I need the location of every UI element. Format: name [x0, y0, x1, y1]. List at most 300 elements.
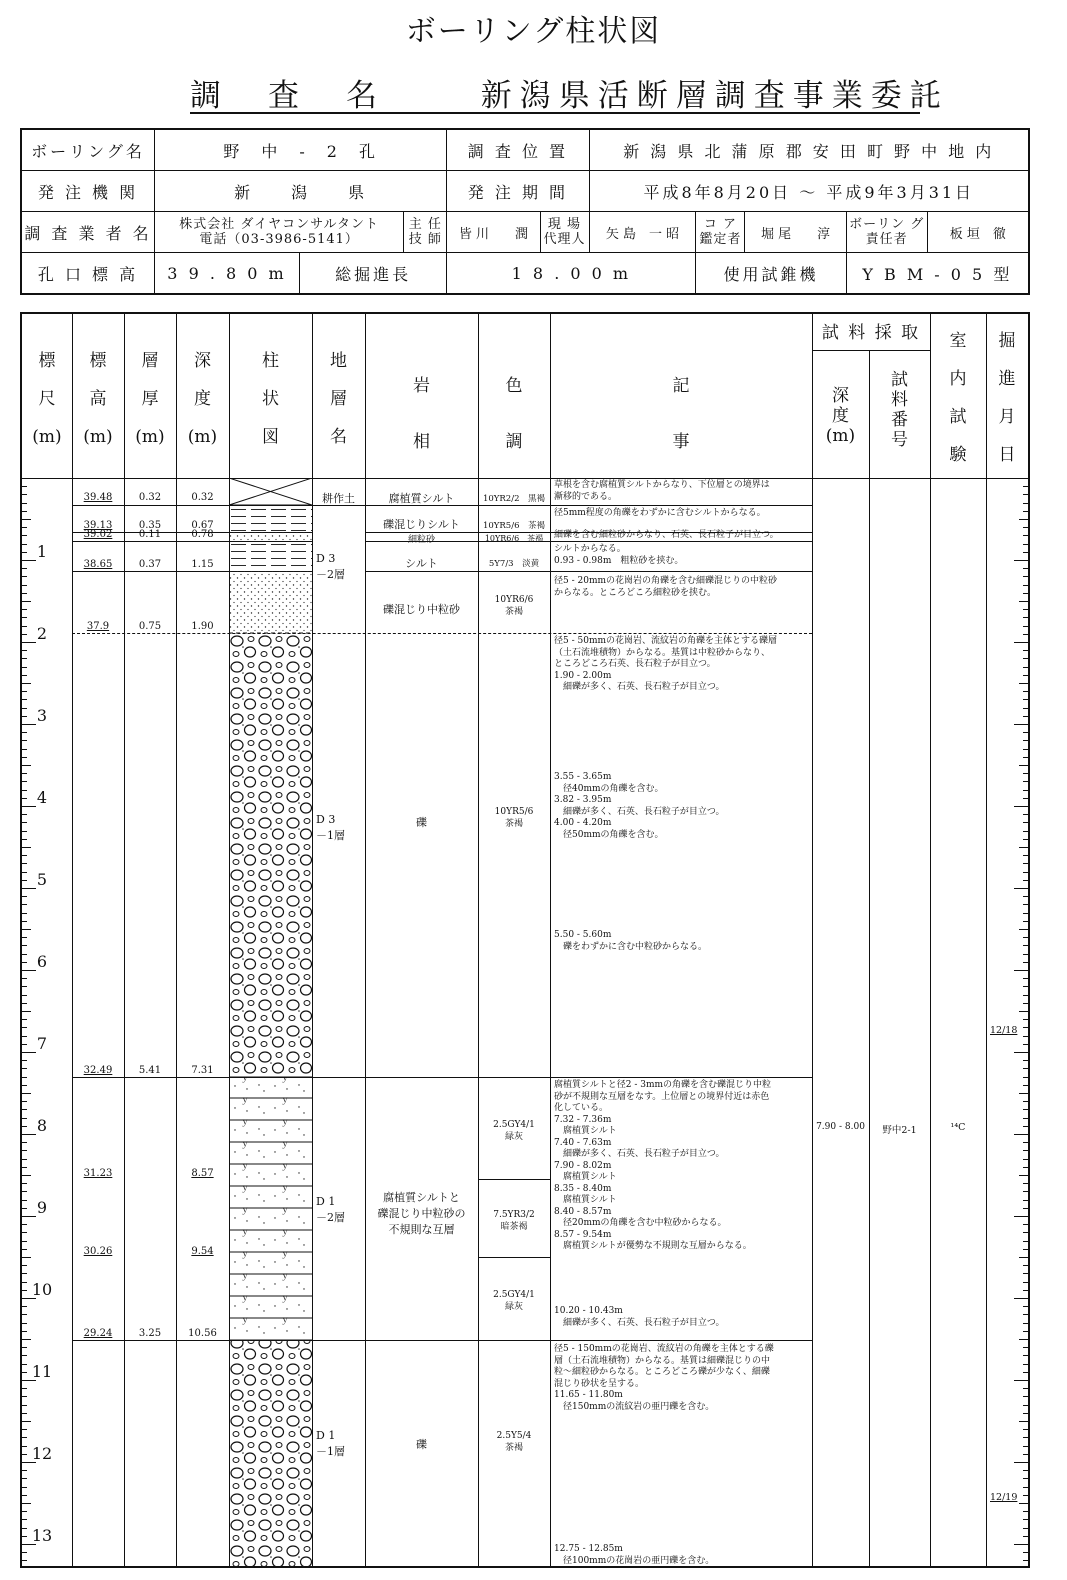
- scale-tick: [22, 1011, 31, 1012]
- scale-tick: [22, 1068, 27, 1069]
- progress-tick: [1023, 732, 1028, 733]
- progress-tick: [1023, 1224, 1028, 1225]
- progress-tick: [1023, 1470, 1028, 1471]
- scale-tick: [22, 1257, 31, 1258]
- note: 5.50 - 5.60m 礫をわずかに含む中粒砂からなる。: [554, 930, 708, 952]
- progress-tick: [1019, 601, 1028, 602]
- progress-tick: [1023, 1372, 1028, 1373]
- progress-tick: [1023, 535, 1028, 536]
- scale-tick: [22, 1364, 27, 1365]
- scale-tick: [22, 1405, 27, 1406]
- scale-tick: [22, 527, 27, 528]
- elev-value: 30.26: [83, 1246, 113, 1257]
- progress-tick: [1023, 626, 1028, 627]
- scale-tick: [22, 609, 27, 610]
- depth-value: 0.67: [191, 520, 214, 531]
- scale-tick: [22, 691, 27, 692]
- col-thick: 層 厚 (m): [135, 351, 165, 447]
- scale-tick: [22, 839, 27, 840]
- progress-tick: [1023, 503, 1028, 504]
- lithology: 礫混じり中粒砂: [383, 603, 460, 616]
- scale-tick: [22, 511, 27, 512]
- progress-tick: [1023, 740, 1028, 741]
- elev-value: 38.65: [83, 559, 113, 570]
- progress-tick: [1019, 1175, 1028, 1176]
- scale-tick: [22, 1323, 27, 1324]
- elev-value: 37.9: [86, 621, 110, 632]
- scale-tick: [22, 1126, 27, 1127]
- progress-tick: [1023, 1495, 1028, 1496]
- scale-tick: [22, 888, 36, 889]
- col-formation: 地 層 名: [330, 351, 347, 447]
- scale-tick: [22, 1200, 27, 1201]
- progress-tick: [1019, 929, 1028, 930]
- scale-tick: [22, 1101, 27, 1102]
- scale-num: 4: [36, 788, 48, 807]
- core: 堀 尾 淳: [745, 212, 846, 253]
- scale-tick: [22, 740, 27, 741]
- scale-tick: [22, 773, 27, 774]
- col-scale: 標 尺 (m): [32, 351, 62, 447]
- scale-tick: [22, 1216, 36, 1217]
- scale-tick: [22, 945, 27, 946]
- thick-value: 5.41: [138, 1065, 162, 1076]
- scale-tick: [22, 1511, 27, 1512]
- note: シルトからなる。 0.93 - 0.98m 粗粒砂を挟む。: [554, 544, 684, 566]
- progress-tick: [1023, 658, 1028, 659]
- progress-tick: [1023, 568, 1028, 569]
- survey-label: 調 査 名: [190, 78, 385, 114]
- progress-tick: [1023, 708, 1028, 709]
- col-progress: 掘 進 月 日: [998, 331, 1016, 465]
- scale-tick: [22, 675, 27, 676]
- scale-tick: [22, 1134, 36, 1135]
- scale-tick: [22, 798, 27, 799]
- progress-tick: [1023, 1306, 1028, 1307]
- color-tone: 5Y7/3 淡黄: [488, 559, 540, 569]
- color-tone: 2.5Y5/4 茶褐: [496, 1431, 532, 1453]
- elev-value: 39.48: [83, 492, 113, 503]
- progress-tick: [1023, 527, 1028, 528]
- formation: D 3 －2層: [316, 552, 345, 581]
- col-sample-depth: 深 度 (m): [825, 386, 856, 446]
- scale-tick: [22, 1044, 27, 1045]
- scale-tick: [22, 1118, 27, 1119]
- scale-tick: [22, 593, 27, 594]
- progress-tick: [1023, 855, 1028, 856]
- progress-tick: [1023, 494, 1028, 495]
- progress-tick: [1023, 822, 1028, 823]
- scale-tick: [22, 1224, 27, 1225]
- progress-tick: [1023, 552, 1028, 553]
- progress-tick: [1023, 1528, 1028, 1529]
- scale-tick: [22, 1208, 27, 1209]
- scale-tick: [22, 1159, 27, 1160]
- progress-tick: [1023, 1396, 1028, 1397]
- progress-tick: [1023, 1331, 1028, 1332]
- color-tone: 10YR6/6 茶褐: [494, 595, 534, 617]
- progress-tick: [1019, 519, 1028, 520]
- scale-num: 6: [36, 952, 48, 971]
- progress-tick: [1023, 831, 1028, 832]
- total: 1 8 . 0 0 m: [447, 253, 696, 295]
- columnar-section: [229, 478, 312, 1570]
- note: 細礫を含む細粒砂からなり、石英、長石粒子が目立つ。: [554, 530, 779, 540]
- color-tone: 10YR6/6 茶褐: [484, 534, 544, 543]
- scale-tick: [22, 1380, 36, 1381]
- elevation: 3 9 . 8 0 m: [155, 253, 300, 295]
- site-agent-label: 現 場 代理人: [540, 212, 589, 253]
- progress-tick: [1023, 617, 1028, 618]
- contractor-label: 調 査 業 者 名: [21, 212, 155, 253]
- scale-tick: [22, 1109, 27, 1110]
- progress-tick: [1014, 888, 1028, 889]
- scale-tick: [22, 896, 27, 897]
- scale-tick: [22, 921, 27, 922]
- progress-tick: [1023, 896, 1028, 897]
- scale-tick: [22, 1036, 27, 1037]
- progress-tick: [1023, 1241, 1028, 1242]
- sample-depth: 7.90 - 8.00: [816, 1122, 865, 1132]
- col-notes: 記 事: [672, 376, 690, 452]
- thick-value: 0.32: [138, 492, 162, 503]
- note: 腐植質シルトと径2 - 3mmの角礫を含む礫混じり中粒 砂が不規則な互層をなす。上位層との境界付近は赤色 化している。 7.32 - 7.36m 腐植質シルト 7.40 - 7.63m 細礫が多く、石英、長石粒子が目立つ。 7.90 - 8.02m 腐植質シルト 8.35 - 8.40m 腐植質シルト 8.40 - 8.57m 径20mmの角礫を含む中粒砂からなる。 8.57 - 9.54m 腐植質シルトが優勢な不規則な互層からなる。: [554, 1080, 772, 1251]
- progress-tick: [1019, 847, 1028, 848]
- col-lithology: 岩 相: [413, 376, 430, 452]
- scale-tick: [22, 1528, 27, 1529]
- progress-tick: [1023, 1027, 1028, 1028]
- progress-tick: [1023, 1405, 1028, 1406]
- elev-value: 39.13: [83, 520, 113, 531]
- scale-tick: [22, 568, 27, 569]
- col-column: 柱 状 図: [262, 351, 279, 447]
- scale-num: 12: [31, 1444, 53, 1463]
- lithology: 礫: [416, 816, 427, 829]
- thick-value: 0.37: [138, 559, 162, 570]
- progress-tick: [1023, 1191, 1028, 1192]
- scale-tick: [22, 634, 27, 635]
- location-label: 調 査 位 置: [447, 129, 589, 171]
- scale-tick: [22, 1003, 27, 1004]
- progress-tick: [1023, 650, 1028, 651]
- scale-tick: [22, 1487, 27, 1488]
- progress-tick: [1023, 486, 1028, 487]
- note: 径5 - 20mmの花崗岩の角礫を含む細礫混じりの中粒砂 からなる。ところどころ細粒砂を挟む。: [554, 576, 778, 598]
- scale-num: 2: [36, 624, 48, 643]
- scale-tick: [22, 831, 27, 832]
- machine-label: 使用試錐機: [696, 253, 846, 295]
- scale-tick: [22, 929, 31, 930]
- progress-tick: [1023, 1355, 1028, 1356]
- scale-tick: [22, 486, 27, 487]
- progress-tick: [1023, 995, 1028, 996]
- scale-tick: [22, 847, 31, 848]
- scale-tick: [22, 1478, 27, 1479]
- scale-num: 11: [31, 1362, 53, 1381]
- scale-tick: [22, 1093, 31, 1094]
- progress-tick: [1023, 880, 1028, 881]
- depth-value: 7.31: [191, 1065, 214, 1076]
- scale-tick: [22, 863, 27, 864]
- progress-tick: [1023, 945, 1028, 946]
- progress-tick: [1023, 913, 1028, 914]
- scale-tick: [22, 806, 36, 807]
- scale-tick: [22, 650, 27, 651]
- progress-tick: [1023, 863, 1028, 864]
- period: 平成8年8月20日 ～ 平成9年3月31日: [589, 171, 1029, 212]
- formation: D 1 －1層: [316, 1429, 345, 1458]
- thick-value: 0.75: [138, 621, 162, 632]
- progress-tick: [1014, 970, 1028, 971]
- scale-tick: [22, 1167, 27, 1168]
- progress-tick: [1023, 1118, 1028, 1119]
- progress-date: 12/18: [990, 1025, 1018, 1036]
- progress-tick: [1023, 699, 1028, 700]
- scale-tick: [22, 1150, 27, 1151]
- boring-mgr-label: ボーリン グ責任者: [846, 212, 927, 253]
- scale-tick: [22, 585, 27, 586]
- progress-tick: [1019, 765, 1028, 766]
- progress-tick: [1023, 798, 1028, 799]
- color-tone: 10YR2/2 黒褐: [482, 494, 545, 504]
- scale-tick: [22, 1503, 31, 1504]
- survey-value: 新潟県活断層調査事業委託: [480, 78, 949, 114]
- note: 径5 - 150mmの花崗岩、流紋岩の角礫を主体とする礫 層（土石流堆積物）からなる。基質は細礫混じりの中 粒～細粒砂からなる。ところどころ礫が少なく、細礫 混じり砂状を呈する。 11.65 - 11.80m 径150mmの流紋岩の亜円礫を含む。: [554, 1344, 774, 1412]
- scale-tick: [22, 855, 27, 856]
- progress-tick: [1014, 1052, 1028, 1053]
- core-label: コ ア 鑑定者: [696, 212, 745, 253]
- note: 径5mm程度の角礫をわずかに含むシルトからなる。: [554, 508, 766, 518]
- scale-tick: [22, 1175, 31, 1176]
- progress-tick: [1023, 667, 1028, 668]
- progress-tick: [1023, 1519, 1028, 1520]
- color-tone: 10YR5/6 茶褐: [482, 521, 545, 531]
- scale-tick: [22, 1396, 27, 1397]
- scale-tick: [22, 1306, 27, 1307]
- scale-tick: [22, 1085, 27, 1086]
- lithology: 礫: [416, 1438, 427, 1451]
- progress-tick: [1023, 1323, 1028, 1324]
- note: 3.55 - 3.65m 径40mmの角礫を含む。 3.82 - 3.95m 細礫が多く、石英、長石粒子が目立つ。 4.00 - 4.20m 径50mmの角礫を含む。: [554, 772, 725, 840]
- scale-tick: [22, 1241, 27, 1242]
- progress-tick: [1023, 1142, 1028, 1143]
- contractor-tel: 電話（03-3986-5141）: [199, 232, 359, 247]
- scale-tick: [22, 1347, 27, 1348]
- header-table: [20, 128, 1030, 295]
- scale-tick: [22, 1331, 27, 1332]
- scale-tick: [22, 1372, 27, 1373]
- progress-tick: [1023, 1314, 1028, 1315]
- lithology: 礫混じりシルト: [383, 518, 460, 531]
- progress-tick: [1023, 1429, 1028, 1430]
- client-label: 発 注 機 関: [21, 171, 155, 212]
- scale-tick: [22, 1536, 27, 1537]
- progress-tick: [1014, 1298, 1028, 1299]
- depth-value: 9.54: [191, 1246, 214, 1257]
- progress-tick: [1014, 642, 1028, 643]
- scale-tick: [22, 1142, 27, 1143]
- progress-tick: [1023, 904, 1028, 905]
- scale-tick: [22, 1265, 27, 1266]
- progress-tick: [1014, 1462, 1028, 1463]
- scale-tick: [22, 1519, 27, 1520]
- progress-tick: [1023, 839, 1028, 840]
- scale-tick: [22, 962, 27, 963]
- progress-tick: [1023, 1364, 1028, 1365]
- scale-tick: [22, 970, 36, 971]
- scale-tick: [22, 658, 27, 659]
- scale-tick: [22, 1470, 27, 1471]
- progress-tick: [1019, 1093, 1028, 1094]
- chief: 皆 川 潤: [447, 212, 540, 253]
- scale-tick: [22, 995, 27, 996]
- scale-tick: [22, 814, 27, 815]
- progress-tick: [1019, 1339, 1028, 1340]
- progress-tick: [1023, 790, 1028, 791]
- progress-tick: [1019, 1421, 1028, 1422]
- depth-value: 1.90: [191, 621, 214, 632]
- progress-tick: [1023, 757, 1028, 758]
- progress-tick: [1023, 986, 1028, 987]
- scale-tick: [22, 1191, 27, 1192]
- progress-tick: [1023, 585, 1028, 586]
- progress-tick: [1023, 593, 1028, 594]
- progress-tick: [1023, 954, 1028, 955]
- scale-num: 3: [36, 706, 48, 725]
- scale-tick: [22, 1232, 27, 1233]
- scale-tick: [22, 1388, 27, 1389]
- progress-tick: [1023, 1183, 1028, 1184]
- progress-tick: [1023, 1167, 1028, 1168]
- progress-tick: [1023, 609, 1028, 610]
- col-elev: 標 高 (m): [83, 351, 113, 447]
- col-lab: 室 内 試 験: [949, 331, 967, 465]
- scale-tick: [22, 781, 27, 782]
- formation: D 3 －1層: [316, 813, 345, 842]
- scale-tick: [22, 544, 27, 545]
- progress-tick: [1023, 1159, 1028, 1160]
- color-tone: 2.5GY4/1 緑灰: [493, 1290, 535, 1312]
- progress-tick: [1023, 1511, 1028, 1512]
- scale-tick: [22, 560, 36, 561]
- scale-tick: [22, 642, 36, 643]
- color-tone: 10YR5/6 茶褐: [494, 807, 534, 829]
- progress-tick: [1023, 576, 1028, 577]
- color-tone: 7.5YR3/2 暗茶褐: [493, 1210, 535, 1232]
- scale-num: 9: [36, 1198, 48, 1217]
- col-depth: 深 度 (m): [187, 351, 218, 447]
- progress-tick: [1023, 1200, 1028, 1201]
- progress-tick: [1023, 1282, 1028, 1283]
- depth-value: 10.56: [188, 1328, 217, 1339]
- progress-tick: [1023, 1413, 1028, 1414]
- progress-tick: [1023, 1290, 1028, 1291]
- scale-tick: [22, 978, 27, 979]
- depth-value: 8.57: [191, 1168, 214, 1179]
- note: 12.75 - 12.85m 径100mmの花崗岩の亜円礫を含む。: [554, 1544, 715, 1566]
- progress-tick: [1023, 937, 1028, 938]
- elev-value: 32.49: [83, 1065, 113, 1076]
- chief-label: 主 任 技 師: [404, 212, 447, 253]
- scale-tick: [22, 1446, 27, 1447]
- scale-tick: [22, 503, 27, 504]
- progress-tick: [1023, 978, 1028, 979]
- scale-tick: [22, 617, 27, 618]
- scale-tick: [22, 552, 27, 553]
- scale-tick: [22, 872, 27, 873]
- scale-tick: [22, 1462, 36, 1463]
- progress-tick: [1023, 814, 1028, 815]
- lithology: 細粒砂: [407, 535, 435, 545]
- scale-tick: [22, 732, 27, 733]
- progress-tick: [1023, 1208, 1028, 1209]
- elev-value: 31.23: [83, 1168, 113, 1179]
- col-sample-no: 試 料 番 号: [891, 370, 908, 450]
- progress-tick: [1023, 1478, 1028, 1479]
- thick-value: 0.11: [138, 529, 162, 540]
- contractor: [155, 212, 404, 253]
- scale-tick: [22, 1339, 31, 1340]
- progress-tick: [1023, 634, 1028, 635]
- scale-tick: [22, 822, 27, 823]
- progress-tick: [1023, 716, 1028, 717]
- progress-tick: [1023, 1126, 1028, 1127]
- lithology: 腐植質シルトと 礫混じり中粒砂の 不規則な互層: [377, 1191, 466, 1236]
- progress-tick: [1023, 1085, 1028, 1086]
- progress-tick: [1023, 1437, 1028, 1438]
- boring-mgr: 板 垣 徹: [927, 212, 1029, 253]
- progress-tick: [1023, 773, 1028, 774]
- note: 草根を含む腐植質シルトからなり、下位層との境界は 漸移的である。: [554, 480, 770, 502]
- scale-tick: [22, 699, 27, 700]
- scale-tick: [22, 708, 27, 709]
- scale-tick: [22, 1290, 27, 1291]
- scale-tick: [22, 1355, 27, 1356]
- thick-value: 0.35: [138, 520, 162, 531]
- progress-tick: [1023, 1150, 1028, 1151]
- scale-num: 1: [36, 542, 48, 561]
- depth-value: 0.32: [191, 492, 214, 503]
- progress-tick: [1019, 1503, 1028, 1504]
- sample-number: 野中2-1: [882, 1125, 917, 1136]
- progress-tick: [1023, 1109, 1028, 1110]
- scale-tick: [22, 749, 27, 750]
- scale-num: 13: [31, 1526, 53, 1545]
- progress-tick: [1023, 1068, 1028, 1069]
- scale-tick: [22, 601, 31, 602]
- progress-tick: [1023, 1003, 1028, 1004]
- depth-value: 0.78: [191, 529, 214, 540]
- progress-tick: [1023, 1454, 1028, 1455]
- formation: D 1 －2層: [316, 1195, 345, 1224]
- progress-tick: [1023, 781, 1028, 782]
- scale-tick: [22, 1437, 27, 1438]
- survey-name: [190, 70, 949, 114]
- lithology: 腐植質シルト: [388, 492, 455, 505]
- scale-tick: [22, 1273, 27, 1274]
- contractor-name: 株式会社 ダイヤコンサルタント: [179, 217, 379, 232]
- scale-tick: [22, 986, 27, 987]
- progress-tick: [1023, 1232, 1028, 1233]
- progress-tick: [1023, 544, 1028, 545]
- scale-tick: [22, 1060, 27, 1061]
- client: 新 潟 県: [155, 171, 447, 212]
- scale-tick: [22, 1495, 27, 1496]
- scale-tick: [22, 1454, 27, 1455]
- color-tone: 2.5GY4/1 緑灰: [493, 1120, 535, 1142]
- scale-tick: [22, 1052, 36, 1053]
- progress-tick: [1023, 691, 1028, 692]
